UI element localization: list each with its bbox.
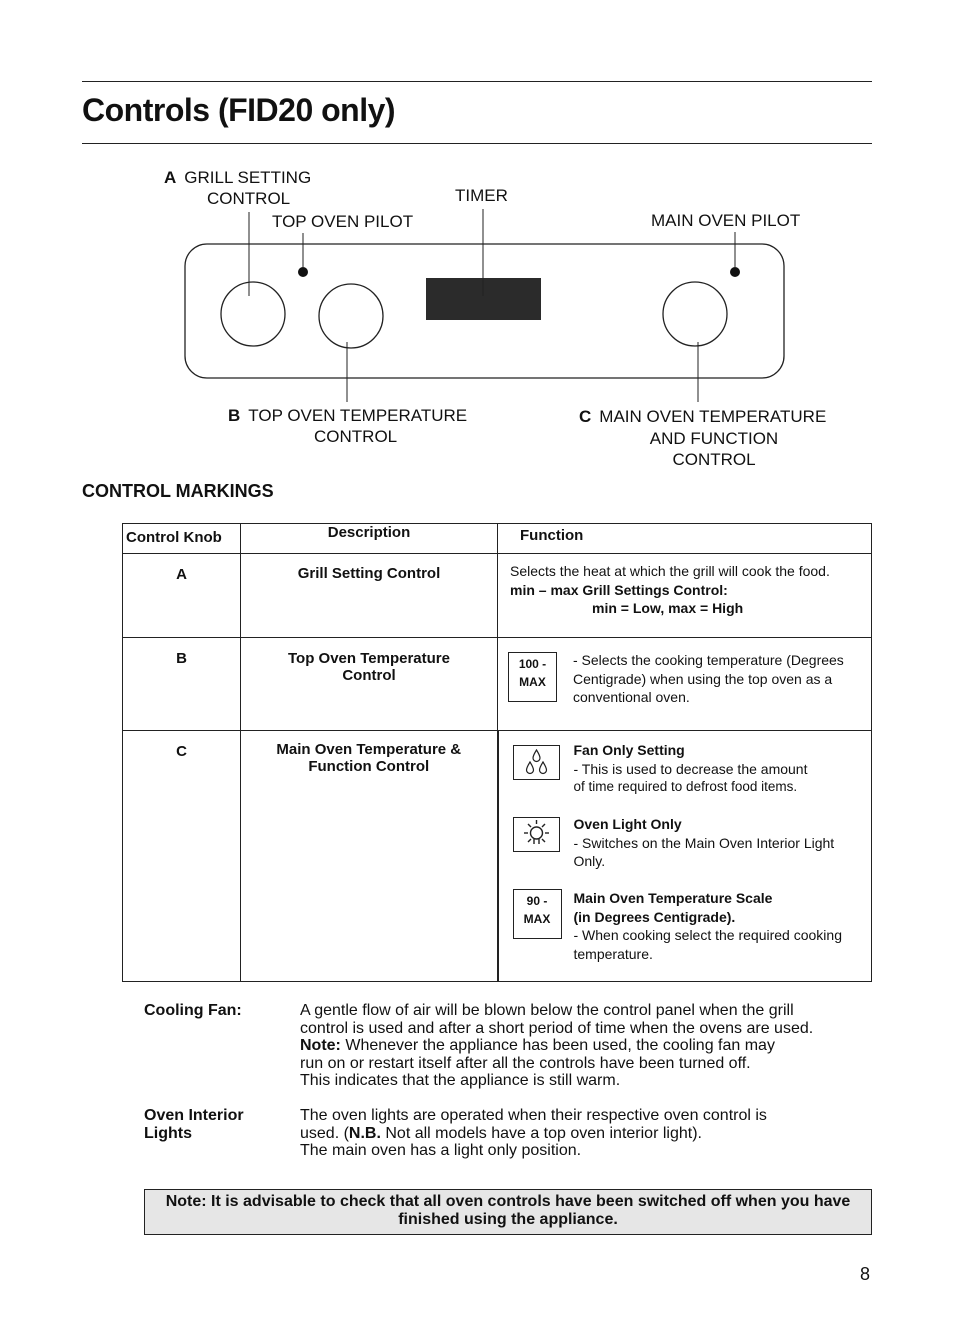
fan-only-text [574, 741, 864, 797]
lights-line2a: used. ( [300, 1124, 349, 1142]
advisory-note-box [144, 1189, 872, 1235]
row-c-function [498, 731, 872, 982]
oven-light-description: - Switches on the Main Oven Interior Light Only. [573, 834, 835, 869]
main-oven-knob [663, 282, 727, 346]
table-row [123, 638, 872, 731]
advisory-line2: finished using the appliance. [398, 1211, 618, 1228]
grill-knob [221, 282, 285, 346]
oven-lights-label [144, 1107, 244, 1142]
main-box-line1: 90 - [526, 894, 548, 908]
control-markings-table [122, 523, 872, 982]
main-oven-label-line2: AND FUNCTION [649, 429, 779, 448]
row-b-box-line1: 100 - [518, 657, 547, 671]
advisory-line1: Note: It is advisable to check that all oven controls have been switched off when you have [165, 1193, 851, 1210]
table-header-row [123, 524, 872, 554]
row-c-description: Main Oven Temperature & Function Control [241, 731, 498, 982]
grill-label-line1: GRILL SETTING [184, 168, 312, 187]
cooling-line3-text: Whenever the appliance has been used, the cooling fan may [340, 1037, 775, 1055]
cooling-line4: run on or restart itself after all the controls have been turned off. [300, 1054, 751, 1072]
lights-line2b: Not all models have a top oven interior light). [380, 1124, 702, 1142]
cooling-line1: A gentle flow of air will be blown below the control panel when the grill [300, 1002, 794, 1019]
oven-lights-text [300, 1107, 860, 1160]
main-box-line2: MAX [523, 912, 551, 926]
fan-only-line2: of time required to defrost food items. [573, 779, 798, 794]
cooling-line2: control is used and after a short period of time when the ovens are used. [300, 1019, 814, 1037]
cooling-note-bold: Note: [300, 1037, 341, 1055]
row-b-function [498, 638, 872, 731]
oven-light-title: Oven Light Only [573, 816, 682, 832]
lights-label-line1: Oven Interior [144, 1107, 244, 1124]
row-a-function-line3: min = Low, max = High [592, 600, 744, 616]
main-temperature-title-line1: Main Oven Temperature Scale [573, 890, 773, 906]
main-oven-control-label [579, 406, 826, 427]
row-a-function-line2: min – max Grill Settings Control: [510, 581, 728, 598]
page-title: Controls (FID20 only) [82, 92, 396, 128]
fan-only-line1: - This is used to decrease the amount [573, 760, 808, 777]
lights-line1: The oven lights are operated when their respective oven control is [300, 1107, 767, 1124]
main-oven-letter: C [579, 407, 592, 426]
lightbulb-icon [514, 818, 559, 851]
defrost-drops-icon [514, 746, 559, 779]
cooling-line5: This indicates that the appliance is still warm. [300, 1072, 621, 1090]
grill-letter: A [164, 168, 177, 187]
timer-label: TIMER [455, 186, 508, 205]
table-row [123, 731, 872, 982]
row-a-knob: A [123, 554, 241, 638]
grill-label-line2: CONTROL [207, 189, 291, 208]
fan-only-title: Fan Only Setting [573, 742, 685, 758]
main-oven-label-line3: CONTROL [672, 450, 756, 469]
row-b-function-text: - Selects the cooking temperature (Degrees Centigrade) when using the top oven as a conventional oven. [573, 652, 844, 705]
lights-line3: The main oven has a light only position. [300, 1142, 582, 1160]
top-oven-knob [319, 284, 383, 348]
lights-nb: N.B. [348, 1124, 381, 1142]
cooling-fan-label: Cooling Fan: [144, 1002, 242, 1019]
cooling-line3 [300, 1037, 860, 1055]
header-description: Description [241, 524, 498, 554]
main-oven-label-line1: MAIN OVEN TEMPERATURE [599, 407, 827, 426]
oven-light-text [574, 815, 844, 871]
header-function: Function [498, 524, 872, 554]
main-oven-pilot-light [730, 267, 740, 277]
row-a-function-line1: Selects the heat at which the grill will cook the food. [510, 563, 830, 579]
row-b-temperature-box [508, 652, 557, 702]
top-oven-letter: B [228, 406, 241, 425]
main-temperature-description: - When cooking select the required cooking temperature. [573, 927, 842, 962]
main-temperature-box [513, 889, 562, 939]
top-oven-label-line1: TOP OVEN TEMPERATURE [248, 406, 468, 425]
main-temperature-title-line2: (in Degrees Centigrade). [573, 908, 736, 925]
header-knob: Control Knob [123, 524, 241, 554]
top-oven-pilot-light [298, 267, 308, 277]
top-oven-label-line2: CONTROL [314, 427, 398, 446]
oven-light-symbol-box [513, 817, 560, 852]
fan-only-symbol-box [513, 745, 560, 780]
row-c-knob: C [123, 731, 241, 982]
page-number: 8 [860, 1264, 871, 1284]
row-b-knob: B [123, 638, 241, 731]
top-oven-control-label [228, 405, 467, 426]
row-b-description: Top Oven Temperature Control [241, 638, 498, 731]
lights-line2 [300, 1125, 860, 1143]
main-temperature-text [574, 889, 854, 963]
main-oven-pilot-label: MAIN OVEN PILOT [651, 211, 801, 230]
top-oven-pilot-label: TOP OVEN PILOT [272, 212, 414, 231]
table-row [123, 554, 872, 638]
lights-label-line2: Lights [144, 1124, 192, 1142]
control-markings-heading: CONTROL MARKINGS [82, 481, 274, 501]
row-a-function [498, 554, 872, 638]
row-b-box-line2: MAX [519, 675, 546, 689]
cooling-fan-text [300, 1002, 860, 1090]
row-a-description: Grill Setting Control [241, 554, 498, 638]
